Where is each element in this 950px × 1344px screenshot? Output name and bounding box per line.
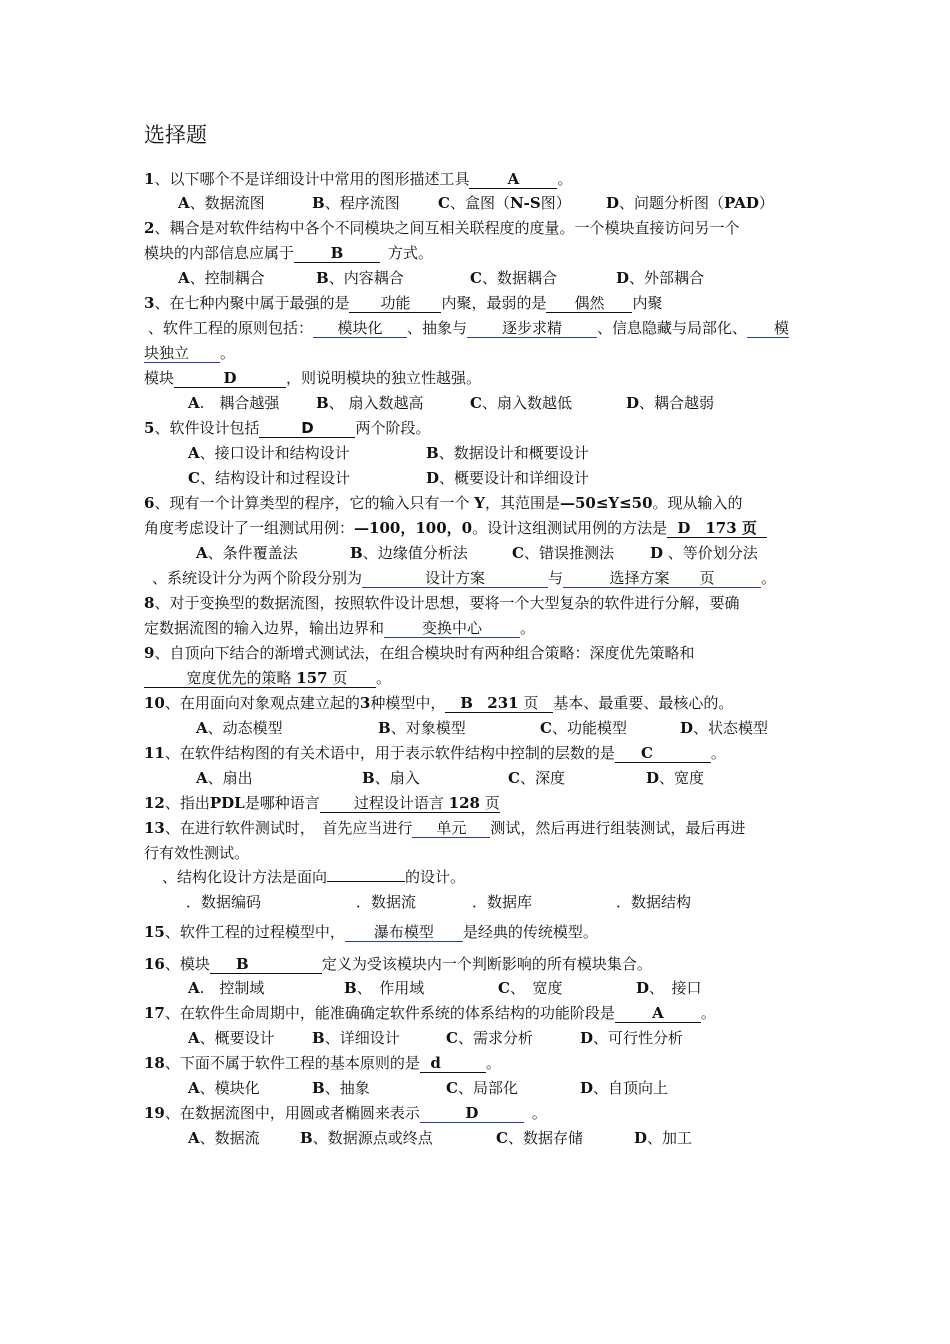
option-letter: B [316,394,329,412]
question-16 [144,954,808,974]
question-text: 模块 [144,369,175,387]
option-c [540,718,627,738]
option-text: 、模块化 [199,1079,260,1097]
option-text: 、加工 [647,1129,693,1147]
option-a [188,1078,260,1098]
option-text: . 耦合越强 [199,394,280,412]
option-letter: B [426,444,439,462]
option-d [606,193,774,213]
option-text: . 控制域 [199,979,265,997]
question-text: 两个阶段。 [355,419,431,437]
question-text: 与 [548,569,564,587]
question-text: 方式。 [388,244,434,262]
question-text: ，其范围是 [484,494,560,512]
question-text: 、下面不属于软件工程的基本原则的是 [164,1054,420,1072]
option-text: 、数据流 [199,1129,260,1147]
answer-blank: 变换中心 [384,620,520,638]
question-4b [144,368,808,388]
answer-blank: D 173 页 [667,520,767,538]
page-number: 128 [448,794,480,812]
option-text-bold: PAD [724,194,759,212]
option-letter: D [606,194,620,212]
question-number: 15 [144,923,165,941]
question-13 [144,818,808,838]
option-c [512,543,614,563]
question-number: 10 [144,694,165,712]
answer-blank [320,795,500,813]
option-text: 、结构设计和过程设计 [199,469,350,487]
question-text: 是哪种语言 [244,794,320,812]
option-letter: B [312,1079,325,1097]
question-number: 5 [144,419,155,437]
question-number: 13 [144,819,165,837]
answer-blank: 选择方案 页 [563,570,761,588]
option-letter: B [312,1029,325,1047]
answer-blank: 瀑布模型 [345,924,463,942]
question-end: 。 [700,1004,716,1022]
option-letter: A [196,769,208,787]
option-a [188,443,350,463]
option-letter: C [496,1129,508,1147]
question-text: 种模型中， [370,694,446,712]
page-unit: 页 [523,694,539,712]
question-text: 。现从输入的 [652,494,743,512]
answer-blank: 逐步求精 [467,320,597,338]
option-d [680,718,768,738]
question-9 [144,643,808,663]
question-12 [144,793,808,813]
question-text: 、系统设计分为两个阶段分别为 [152,569,363,587]
question-number: 11 [144,744,165,762]
option-b [316,268,404,288]
option-1: ．数据编码 [186,893,262,911]
question-number: 9 [144,644,155,662]
question-end: 。 [220,344,236,362]
question-2 [144,218,808,238]
question-number: 1 [144,170,155,188]
answer-text: d [430,1054,441,1072]
option-text: 、详细设计 [324,1029,400,1047]
option-text: 、外部耦合 [629,269,705,287]
option-c [446,1078,518,1098]
option-letter: B [316,269,329,287]
option-text: 、条件覆盖法 [207,544,298,562]
option-text: 、抽象 [324,1079,370,1097]
question-text: 是经典的传统模型。 [462,923,598,941]
option-text: 、状态模型 [693,719,769,737]
option-d [580,1078,668,1098]
question-text: 行有效性测试。 [144,844,250,862]
question-text: 、对于变换型的数据流图，按照软件设计思想，要将一个大型复杂的软件进行分解，要确 [154,594,740,612]
option-text: 、数据耦合 [481,269,557,287]
question-text: 、软件工程的原则包括： [148,319,314,337]
answer-blank: B [294,245,380,263]
option-text: 、 宽度 [509,979,563,997]
question-number: 17 [144,1004,165,1022]
answer-blank: A [615,1005,701,1023]
option-text: 、深度 [519,769,565,787]
question-5 [144,418,808,438]
option-text: 、 接口 [649,979,702,997]
question-text: 角度考虑设计了一组测试用例： [144,519,355,537]
option-text: 、需求分析 [457,1029,533,1047]
question-text: 定义为受该模块内一个判断影响的所有模块集合。 [321,955,652,973]
question-text: 、自顶向下结合的渐增式测试法，在组合模块时有两种组合策略：深度优先策略和 [154,644,695,662]
question-number: 6 [144,494,155,512]
option-letter: D [580,1029,594,1047]
option-text: 、 作用域 [356,979,425,997]
option-c [508,768,565,788]
option-b [312,1078,370,1098]
question-11 [144,743,808,763]
answer-text: B [236,955,249,973]
question-7 [152,568,816,588]
option-letter: C [438,194,450,212]
option-text: 、数据流图 [189,194,265,212]
question-number: 8 [144,594,155,612]
option-text-bold: N-S [509,194,541,212]
answer-blank: 模 [747,320,789,338]
question-text: 、模块 [164,955,210,973]
number: 3 [359,694,371,712]
question-text: ，则说明模块的独立性越强。 [286,369,482,387]
option-a [188,393,279,413]
option-c [470,393,572,413]
question-number: 2 [144,219,155,237]
answer-blank [210,956,322,974]
option-b [344,978,424,998]
option-text: ） [758,194,774,212]
option-letter: C [540,719,552,737]
question-text: 、现有一个计算类型的程序，它的输入只有一个 [154,494,475,512]
option-letter: A [188,1129,200,1147]
option-text: 、内容耦合 [328,269,404,287]
option-letter: D [426,469,440,487]
option-d [636,978,702,998]
test-values: —100，100，0 [354,519,473,537]
question-end: 。 [761,569,777,587]
answer-text: 过程设计语言 [353,794,444,812]
option-letter: A [188,1079,200,1097]
question-text: 、在进行软件测试时， 首先应当进行 [164,819,413,837]
option-text: 、扇入数越低 [481,394,572,412]
question-text: 、软件工程的过程模型中， [164,923,345,941]
question-6-line2 [144,518,808,538]
answer-blank: 模块化 [313,320,407,338]
option-a [178,268,265,288]
answer-blank [327,881,405,882]
question-15 [144,922,808,942]
option-b [300,1128,433,1148]
option-4: ．数据结构 [616,893,692,911]
option-letter: A [188,394,200,412]
option-text: 、宽度 [659,769,705,787]
question-6 [144,493,808,513]
option-a [188,978,264,998]
option-text: 、概要设计 [199,1029,275,1047]
option-text: 、可行性分析 [593,1029,684,1047]
option-letter: D [636,979,650,997]
option-text: 图） [540,194,571,212]
question-text: 、在七种内聚中属于最强的是 [154,294,350,312]
option-letter: B [344,979,357,997]
option-text: 、接口设计和结构设计 [199,444,350,462]
option-a [196,718,283,738]
variable: Y [474,494,485,512]
question-text: 。设计这组测试用例的方法是 [472,519,668,537]
option-text: 、对象模型 [390,719,466,737]
option-d [616,268,704,288]
option-letter: D [650,544,664,562]
option-letter: A [196,544,208,562]
question-number: 18 [144,1054,165,1072]
answer-blank: 设计方案 [362,570,548,588]
option-text: 、自顶向上 [593,1079,669,1097]
option-a [196,768,253,788]
question-number: 19 [144,1104,165,1122]
answer-blank [420,1055,486,1073]
question-9-line2 [144,668,808,688]
option-letter: A [188,444,200,462]
option-2: ．数据流 [356,893,417,911]
option-text: 、程序流图 [324,194,400,212]
question-10 [144,693,808,713]
option-b [350,543,468,563]
option-a [188,1128,260,1148]
option-text: 、局部化 [457,1079,518,1097]
option-b [378,718,466,738]
question-text: 、在软件生命周期中，能准确确定软件系统的体系结构的功能阶段是 [164,1004,615,1022]
page-number: 157 [296,669,328,687]
option-b [312,1028,400,1048]
page-unit: 页 [484,794,500,812]
option-c [438,193,571,213]
option-text: 、动态模型 [207,719,283,737]
option-text: 、数据源点或终点 [312,1129,433,1147]
option-text: 、数据设计和概要设计 [438,444,589,462]
question-number: 3 [144,294,155,312]
option-text: 、耦合越弱 [639,394,715,412]
option-letter: C [512,544,524,562]
option-d [626,393,714,413]
option-letter: C [470,394,482,412]
question-text: 、结构化设计方法是面向 [162,868,328,886]
question-text: 、软件设计包括 [154,419,260,437]
option-letter: C [498,979,510,997]
option-3: ．数据库 [472,893,533,911]
option-text: 、等价划分法 [663,544,758,562]
question-text: 内聚 [632,294,663,312]
question-13-line2 [144,843,808,863]
option-a [178,193,265,213]
option-text: 、数据存储 [507,1129,583,1147]
answer-text: B [460,694,473,712]
option-d [426,468,589,488]
question-4 [148,318,812,338]
question-8-line2 [144,618,808,638]
option-c [446,1028,533,1048]
option-d [650,543,758,563]
option-letter: C [188,469,200,487]
option-text: 、问题分析图（ [619,194,725,212]
question-end: 。 [531,1104,547,1122]
question-text: 、在用面向对象观点建立起的 [164,694,360,712]
option-letter: B [350,544,363,562]
term: PDL [209,794,245,812]
question-3 [144,293,808,313]
answer-text: 宽度优先的策略 [186,669,292,687]
option-text: 、 扇入数越高 [328,394,424,412]
question-text: 模块的内部信息应属于 [144,244,295,262]
question-number: 16 [144,955,165,973]
answer-blank [144,670,376,688]
option-b [312,193,400,213]
question-8 [144,593,808,613]
answer-blank: 功能 [349,295,441,313]
option-d [634,1128,692,1148]
range: —50≤Y≤50 [559,494,653,512]
option-b [362,768,420,788]
option-text: 、控制耦合 [189,269,265,287]
question-text: 、在软件结构图的有关术语中，用于表示软件结构中控制的层数的是 [164,744,615,762]
option-b [426,443,589,463]
option-letter: A [188,1029,200,1047]
option-letter: C [508,769,520,787]
question-number: 12 [144,794,165,812]
option-a [188,1028,275,1048]
option-text: 、扇出 [207,769,253,787]
question-end: 。 [520,619,536,637]
option-letter: C [470,269,482,287]
option-letter: A [178,194,190,212]
answer-blank: D [174,370,286,388]
option-letter: D [646,769,660,787]
question-19 [144,1103,808,1123]
option-letter: D [616,269,630,287]
option-b [316,393,423,413]
page-number: 231 [487,694,519,712]
answer-text: C [641,744,653,762]
option-a [196,543,298,563]
option-text: 、概要设计和详细设计 [439,469,590,487]
question-1 [144,169,808,189]
question-14 [162,867,826,887]
option-letter: A [188,979,200,997]
question-text: 、以下哪个不是详细设计中常用的图形描述工具 [154,170,470,188]
option-letter: B [300,1129,313,1147]
option-c [470,268,557,288]
question-text: 、信息隐藏与局部化、 [597,319,748,337]
option-d [580,1028,683,1048]
question-17 [144,1003,808,1023]
question-end: 。 [376,669,392,687]
option-letter: D [634,1129,648,1147]
question-text: 、在数据流图中，用圆或者椭圆来表示 [164,1104,420,1122]
option-c [496,1128,583,1148]
option-text: 、盒图（ [449,194,510,212]
page-unit: 页 [332,669,348,687]
option-text: 、边缘值分析法 [362,544,468,562]
option-letter: D [680,719,694,737]
question-4-line2 [144,343,808,363]
question-text: 、指出 [164,794,210,812]
answer-blank: 单元 [412,820,490,838]
option-text: 、功能模型 [551,719,627,737]
page-heading: 选择题 [144,123,207,147]
question-end: 。 [710,744,726,762]
option-letter: D [580,1079,594,1097]
answer-blank: 偶然 [546,295,632,313]
option-text: 、错误推测法 [523,544,614,562]
option-letter: C [446,1079,458,1097]
option-letter: D [626,394,640,412]
question-end: 。 [557,170,573,188]
answer-blank: D [259,420,355,438]
question-text: 定数据流图的输入边界，输出边界和 [144,619,385,637]
option-letter: B [362,769,375,787]
answer-blank: A [469,171,557,189]
option-letter: B [378,719,391,737]
question-text: 的设计。 [405,868,466,886]
question-end: 。 [485,1054,501,1072]
option-d [646,768,704,788]
question-2-line2 [144,243,808,263]
option-letter: A [178,269,190,287]
question-text: 内聚，最弱的是 [441,294,547,312]
option-letter: C [446,1029,458,1047]
option-letter: B [312,194,325,212]
question-18 [144,1053,808,1073]
question-text: 测试，然后再进行组装测试，最后再进 [490,819,746,837]
answer-blank: D [420,1105,524,1123]
answer-blank [615,745,711,763]
option-text: 、扇入 [374,769,420,787]
question-text: 基本、最重要、最核心的。 [553,694,734,712]
option-c [498,978,562,998]
question-text: 、耦合是对软件结构中各个不同模块之间互相关联程度的度量。一个模块直接访问另一个 [154,219,740,237]
answer-blank [445,695,553,713]
question-text: 、抽象与 [407,319,468,337]
option-c [188,468,350,488]
answer-blank: 块独立 [144,345,220,363]
option-letter: A [196,719,208,737]
